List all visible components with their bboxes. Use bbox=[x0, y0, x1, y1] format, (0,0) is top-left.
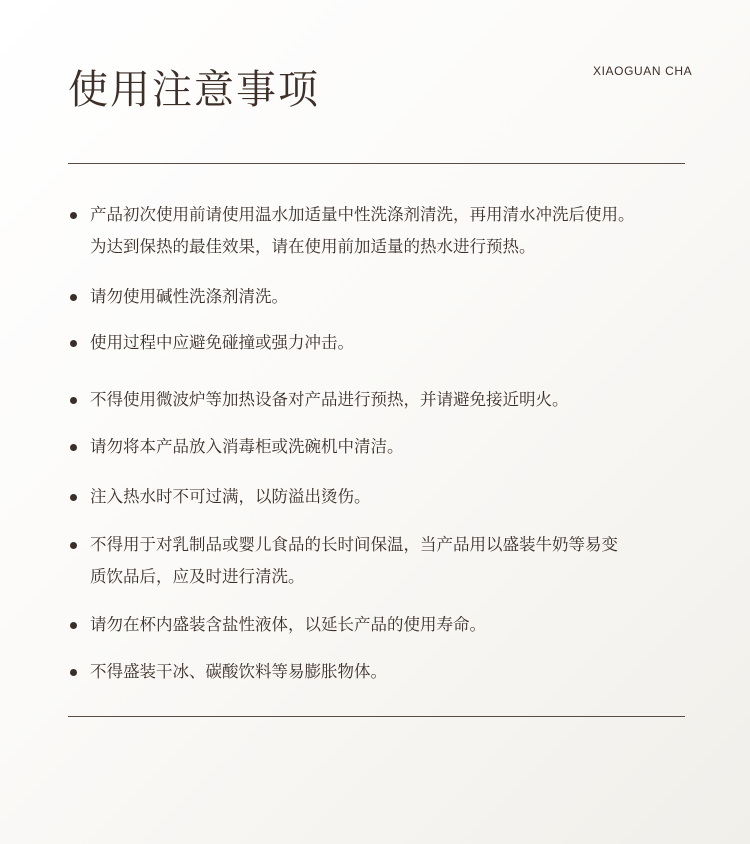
top-divider bbox=[68, 163, 685, 164]
note-text: 请勿将本产品放入消毒柜或洗碗机中清洁。 bbox=[90, 437, 404, 456]
brand-name: XIAOGUAN CHA bbox=[593, 64, 693, 78]
list-item bbox=[68, 431, 708, 463]
list-item bbox=[68, 281, 708, 313]
list-item bbox=[68, 384, 708, 416]
bullet-icon bbox=[70, 542, 77, 549]
list-item bbox=[68, 327, 708, 359]
bullet-icon bbox=[70, 444, 77, 451]
note-text: 注入热水时不可过满，以防溢出烫伤。 bbox=[90, 487, 371, 506]
bullet-icon bbox=[70, 669, 77, 676]
list-item bbox=[68, 529, 708, 593]
bottom-divider bbox=[68, 716, 685, 717]
note-text: 不得用于对乳制品或婴儿食品的长时间保温，当产品用以盛装牛奶等易变 质饮品后，应及时进行清洗。 bbox=[90, 535, 618, 586]
bullet-icon bbox=[70, 494, 77, 501]
bullet-icon bbox=[70, 340, 77, 347]
page-title: 使用注意事项 bbox=[68, 67, 320, 113]
list-item bbox=[68, 656, 708, 688]
note-text: 使用过程中应避免碰撞或强力冲击。 bbox=[90, 333, 354, 352]
list-item bbox=[68, 481, 708, 513]
bullet-icon bbox=[70, 294, 77, 301]
note-text: 请勿在杯内盛装含盐性液体，以延长产品的使用寿命。 bbox=[90, 615, 486, 634]
note-text: 产品初次使用前请使用温水加适量中性洗涤剂清洗，再用清水冲洗后使用。 为达到保热的最佳效果，请在使用前加适量的热水进行预热。 bbox=[90, 205, 635, 256]
bullet-icon bbox=[70, 622, 77, 629]
note-text: 不得使用微波炉等加热设备对产品进行预热，并请避免接近明火。 bbox=[90, 390, 569, 409]
bullet-icon bbox=[70, 397, 77, 404]
list-item bbox=[68, 609, 708, 641]
note-text: 请勿使用碱性洗涤剂清洗。 bbox=[90, 287, 288, 306]
bullet-icon bbox=[70, 212, 77, 219]
note-text: 不得盛装干冰、碳酸饮料等易膨胀物体。 bbox=[90, 662, 387, 681]
list-item bbox=[68, 199, 708, 263]
